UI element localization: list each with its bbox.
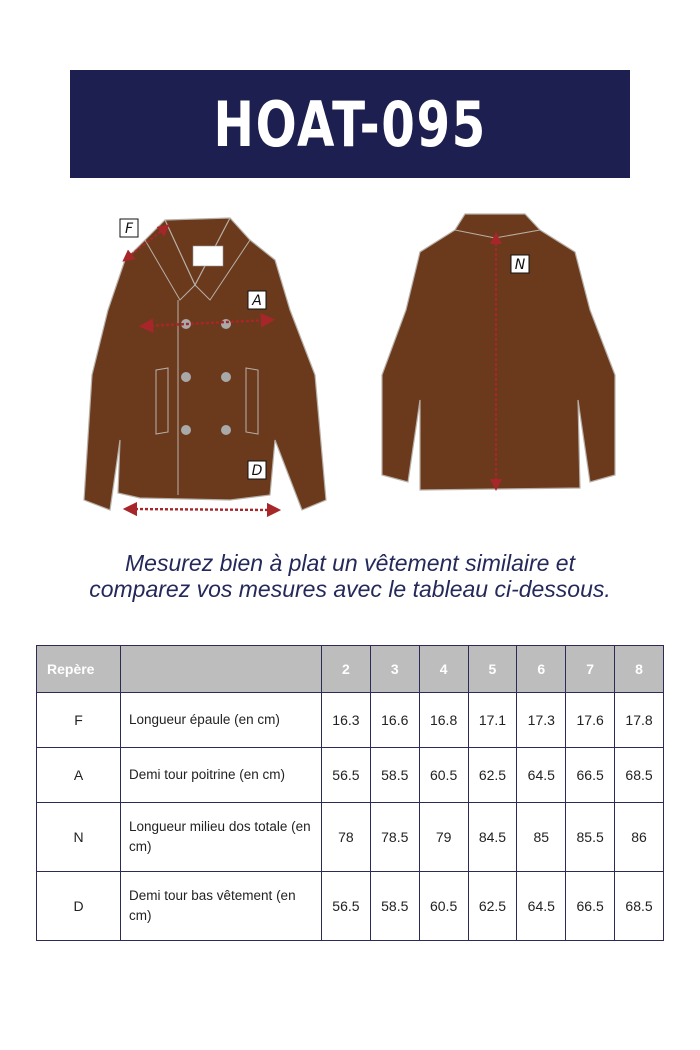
row-value: 17.3 bbox=[517, 693, 566, 748]
marker-d bbox=[248, 461, 266, 479]
row-value: 56.5 bbox=[322, 872, 371, 941]
jacket-illustration bbox=[70, 200, 640, 530]
marker-a-label: A bbox=[252, 293, 262, 309]
table-row bbox=[37, 872, 664, 941]
marker-f-label: F bbox=[124, 221, 134, 237]
row-value: 85 bbox=[517, 803, 566, 872]
row-value: 17.1 bbox=[468, 693, 517, 748]
garment-diagram bbox=[70, 200, 640, 530]
product-title: HOAT-095 bbox=[213, 87, 487, 161]
header-size: 4 bbox=[419, 646, 468, 693]
row-value: 56.5 bbox=[322, 748, 371, 803]
row-value: 17.6 bbox=[566, 693, 615, 748]
header-size: 6 bbox=[517, 646, 566, 693]
table-row bbox=[37, 748, 664, 803]
row-label: Longueur épaule (en cm) bbox=[121, 693, 322, 748]
instructions-line-2: comparez vos mesures avec le tableau ci-dessous. bbox=[89, 576, 611, 602]
measuring-instructions bbox=[40, 550, 660, 602]
row-value: 60.5 bbox=[419, 748, 468, 803]
marker-d-label: D bbox=[251, 463, 263, 479]
row-label: Demi tour bas vêtement (en cm) bbox=[121, 872, 322, 941]
row-value: 66.5 bbox=[566, 748, 615, 803]
row-value: 64.5 bbox=[517, 872, 566, 941]
row-value: 78 bbox=[322, 803, 371, 872]
row-label: Demi tour poitrine (en cm) bbox=[121, 748, 322, 803]
header-repere: Repère bbox=[37, 646, 121, 693]
header-size: 7 bbox=[566, 646, 615, 693]
marker-n bbox=[511, 255, 529, 273]
row-value: 78.5 bbox=[370, 803, 419, 872]
jacket-back bbox=[382, 214, 615, 490]
header-size: 3 bbox=[370, 646, 419, 693]
row-code: A bbox=[37, 748, 121, 803]
row-value: 60.5 bbox=[419, 872, 468, 941]
row-code: D bbox=[37, 872, 121, 941]
table-header-row bbox=[37, 646, 664, 693]
row-value: 62.5 bbox=[468, 872, 517, 941]
row-code: N bbox=[37, 803, 121, 872]
header-label bbox=[121, 646, 322, 693]
row-value: 68.5 bbox=[615, 748, 664, 803]
row-value: 86 bbox=[615, 803, 664, 872]
row-value: 16.6 bbox=[370, 693, 419, 748]
row-value: 79 bbox=[419, 803, 468, 872]
marker-a bbox=[248, 291, 266, 309]
row-value: 16.8 bbox=[419, 693, 468, 748]
table-row bbox=[37, 693, 664, 748]
header-size: 5 bbox=[468, 646, 517, 693]
row-value: 58.5 bbox=[370, 872, 419, 941]
row-value: 16.3 bbox=[322, 693, 371, 748]
marker-f bbox=[120, 219, 138, 237]
row-value: 62.5 bbox=[468, 748, 517, 803]
instructions-line-1: Mesurez bien à plat un vêtement similaire et bbox=[125, 550, 575, 576]
header-size: 2 bbox=[322, 646, 371, 693]
row-value: 17.8 bbox=[615, 693, 664, 748]
jacket-front bbox=[84, 218, 326, 510]
table-row bbox=[37, 803, 664, 872]
title-banner bbox=[70, 70, 630, 178]
row-value: 64.5 bbox=[517, 748, 566, 803]
header-size: 8 bbox=[615, 646, 664, 693]
size-chart-table bbox=[36, 645, 664, 941]
marker-n-label: N bbox=[514, 257, 526, 273]
row-value: 85.5 bbox=[566, 803, 615, 872]
row-value: 84.5 bbox=[468, 803, 517, 872]
row-value: 58.5 bbox=[370, 748, 419, 803]
row-value: 68.5 bbox=[615, 872, 664, 941]
row-label: Longueur milieu dos totale (en cm) bbox=[121, 803, 322, 872]
row-code: F bbox=[37, 693, 121, 748]
row-value: 66.5 bbox=[566, 872, 615, 941]
